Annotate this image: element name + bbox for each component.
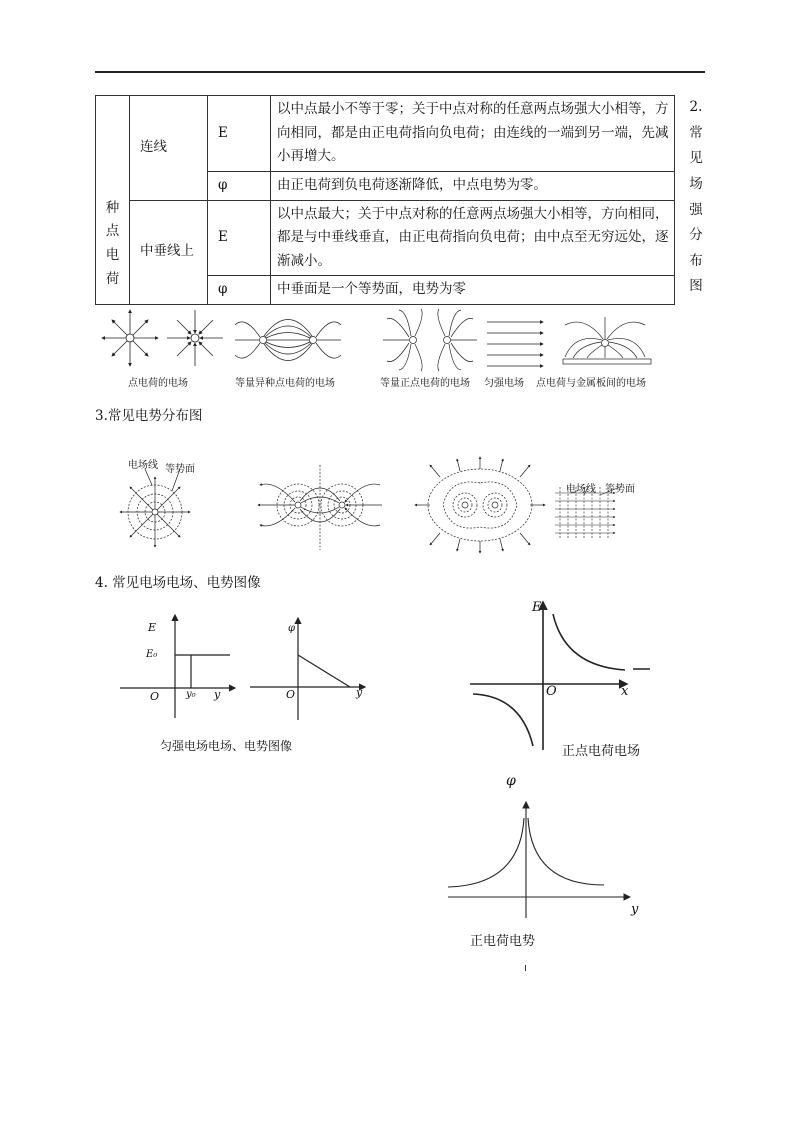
- graph-e-xlabel: y: [214, 688, 221, 701]
- caption-uniform-field: 匀强电场: [484, 378, 524, 389]
- graph-phi-origin: O: [286, 688, 296, 701]
- header-rule: [95, 71, 705, 73]
- dipole-like-icon: [383, 309, 477, 371]
- description-cell: 中垂面是一个等势面，电势为零: [271, 276, 675, 305]
- section-name-connection: 连线: [130, 96, 208, 201]
- side-heading: 2. 常 见 场 强 分 布 图: [689, 99, 703, 295]
- label-field-line: 电场线: [128, 460, 158, 471]
- description-cell: 以中点最小不等于零；关于中点对称的任意两点场强大小相等，方向相同，都是由正电荷指向负电荷；由连线的一端到另一端，先减小再增大。: [271, 96, 675, 172]
- caption-like-charges: 等量正点电荷的电场: [380, 378, 470, 389]
- symbol-cell: φ: [208, 171, 271, 200]
- description-cell: 以中点最大；关于中点对称的任意两点场强大小相等，方向相同，都是与中垂线垂直，由正电荷指向负电荷；由中点至无穷远处，逐渐减小。: [271, 200, 675, 276]
- caption-charge-plate: 点电荷与金属板间的电场: [536, 378, 646, 389]
- label-equipotential-2: 等势面: [605, 484, 635, 495]
- row-group-label: 种 点 电 荷: [96, 96, 130, 305]
- graph-point-phi-ylabel: φ: [506, 773, 516, 789]
- field-table: [95, 95, 675, 305]
- graph-y0-label: y₀: [186, 689, 196, 700]
- charge-plate-icon: [563, 317, 651, 364]
- label-field-line-2: 电场线: [566, 484, 596, 495]
- symbol-cell: E: [208, 200, 271, 276]
- caption-point-charge: 点电荷的电场: [128, 378, 188, 389]
- symbol-cell: E: [208, 96, 271, 172]
- graph-uniform-phi: [250, 615, 380, 725]
- point-phi-caption: 正电荷电势: [470, 934, 536, 949]
- graph-point-phi-xlabel: y: [631, 902, 639, 917]
- like-equipotential-icon: [415, 457, 545, 553]
- graph-point-phi: [440, 800, 640, 920]
- graph-e0-label: E₀: [146, 649, 158, 660]
- dipole-unlike-icon: [235, 320, 341, 361]
- caption-unlike-charges: 等量异种点电荷的电场: [235, 378, 335, 389]
- graph-point-e-origin: O: [546, 684, 557, 699]
- uniform-graph-caption: 匀强电场电场、电势图像: [160, 739, 293, 753]
- graph-e-ylabel: E: [148, 621, 157, 634]
- stray-mark: [525, 965, 526, 971]
- point-charge-negative-icon: [167, 310, 223, 366]
- dipole-equipotential-icon: [258, 465, 382, 550]
- graph-e-origin: O: [150, 690, 160, 703]
- graph-point-e-xlabel: x: [621, 684, 629, 699]
- point-equipotential-icon: [120, 469, 190, 547]
- section4-title: 4. 常见电场电场、电势图像: [95, 575, 261, 591]
- symbol-cell: φ: [208, 276, 271, 305]
- graph-point-e-ylabel: E: [532, 600, 542, 615]
- graph-phi-ylabel: φ: [288, 623, 296, 634]
- uniform-field-icon: [487, 322, 543, 366]
- section-name-bisector: 中垂线上: [130, 200, 208, 305]
- label-equipotential: 等势面: [165, 464, 195, 475]
- description-cell: 由正电荷到负电荷逐渐降低，中点电势为零。: [271, 171, 675, 200]
- graph-uniform-E: [115, 610, 255, 720]
- graph-phi-xlabel: y: [356, 686, 363, 699]
- graph-point-E: [465, 598, 665, 753]
- point-e-caption: 正点电荷电场: [562, 744, 641, 759]
- section3-title: 3.常见电势分布图: [95, 408, 203, 424]
- field-diagrams: [95, 305, 715, 375]
- point-charge-positive-icon: [102, 310, 158, 366]
